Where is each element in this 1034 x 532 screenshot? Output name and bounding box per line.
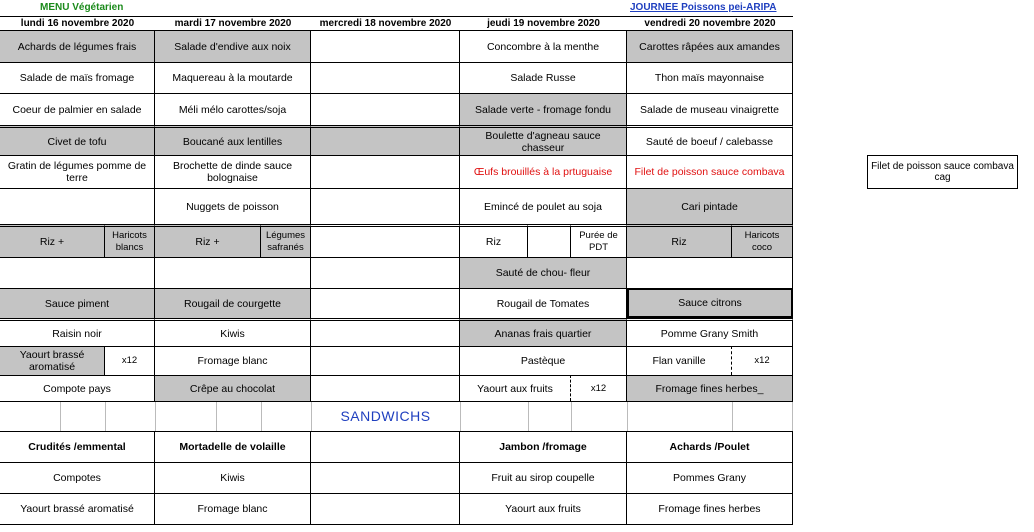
sandwich-dessert-cell: Fromage fines herbes <box>627 493 793 525</box>
legume-cell <box>311 257 460 288</box>
sandwich-side-cell <box>311 462 460 493</box>
entree-cell: Salade de maïs fromage <box>0 62 155 93</box>
sandwich-side-cell: Compotes <box>0 462 155 493</box>
fruit-cell: Raisin noir <box>0 318 155 346</box>
plat-cell <box>311 125 460 155</box>
sandwich-side-cell: Fruit au sirop coupelle <box>460 462 627 493</box>
side-cell: Haricots coco <box>732 224 793 257</box>
menu-title: MENU Végétarien <box>40 2 124 13</box>
plat-cell <box>311 188 460 224</box>
side-cell: Riz + <box>0 224 105 257</box>
sandwich-cell: Achards /Poulet <box>627 431 793 462</box>
sauce-cell <box>311 288 460 318</box>
sandwichs-title: SANDWICHS <box>340 408 431 424</box>
legume-cell <box>627 257 793 288</box>
dairy-cell <box>311 346 460 375</box>
legume-cell: Sauté de chou- fleur <box>460 257 627 288</box>
plat-cell: Boulette d'agneau sauce chasseur <box>460 125 627 155</box>
fruit-cell: Ananas frais quartier <box>460 318 627 346</box>
sandwich-side-cell: Pommes Grany <box>627 462 793 493</box>
dairy-count: x12 <box>105 346 155 375</box>
sandwich-dessert-cell: Fromage blanc <box>155 493 311 525</box>
plat-cell: Cari pintade <box>627 188 793 224</box>
entree-cell <box>311 30 460 62</box>
plat-cell: Emincé de poulet au soja <box>460 188 627 224</box>
side-cell: Purée de PDT <box>571 224 627 257</box>
dessert-count: x12 <box>571 375 627 401</box>
plat-cell: Boucané aux lentilles <box>155 125 311 155</box>
dessert-cell: Crêpe au chocolat <box>155 375 311 401</box>
sandwich-cell: Jambon /fromage <box>460 431 627 462</box>
entree-cell: Thon maïs mayonnaise <box>627 62 793 93</box>
day-friday: vendredi 20 novembre 2020 <box>644 18 776 29</box>
legume-cell <box>155 257 311 288</box>
sandwich-cell: Crudités /emmental <box>0 431 155 462</box>
plat-cell: Sauté de boeuf / calebasse <box>627 125 793 155</box>
entree-cell <box>311 62 460 93</box>
dairy-cell: Flan vanille <box>627 346 732 375</box>
legume-cell <box>0 257 155 288</box>
plat-cell: Gratin de légumes pomme de terre <box>0 155 155 188</box>
dairy-cell: Pastèque <box>460 346 627 375</box>
entree-cell: Méli mélo carottes/soja <box>155 93 311 125</box>
entree-cell: Salade Russe <box>460 62 627 93</box>
side-cell: Haricots blancs <box>105 224 155 257</box>
plat-cell: Œufs brouillés à la prtuguaise <box>460 155 627 188</box>
entree-cell: Maquereau à la moutarde <box>155 62 311 93</box>
plat-cell: Filet de poisson sauce combava <box>627 155 793 188</box>
fruit-cell: Kiwis <box>155 318 311 346</box>
entree-cell: Salade d'endive aux noix <box>155 30 311 62</box>
dessert-cell: Fromage fines herbes_ <box>627 375 793 401</box>
plat-cell <box>0 188 155 224</box>
side-cell: Riz <box>627 224 732 257</box>
fruit-cell <box>311 318 460 346</box>
dessert-cell <box>311 375 460 401</box>
side-note-box: Filet de poisson sauce combava cag <box>867 155 1018 189</box>
day-thursday: jeudi 19 novembre 2020 <box>487 18 600 29</box>
sandwich-dessert-cell: Yaourt brassé aromatisé <box>0 493 155 525</box>
day-header-row <box>0 16 793 31</box>
entree-cell: Salade verte - fromage fondu <box>460 93 627 125</box>
entree-cell: Achards de légumes frais <box>0 30 155 62</box>
side-cell: Légumes safranés <box>261 224 311 257</box>
sandwich-dessert-cell: Yaourt aux fruits <box>460 493 627 525</box>
dairy-cell: Yaourt brassé aromatisé <box>0 346 105 375</box>
fruit-cell: Pomme Grany Smith <box>627 318 793 346</box>
entree-cell: Coeur de palmier en salade <box>0 93 155 125</box>
dairy-count: x12 <box>732 346 793 375</box>
sauce-cell: Sauce piment <box>0 288 155 318</box>
dessert-cell: Compote pays <box>0 375 155 401</box>
dairy-cell: Fromage blanc <box>155 346 311 375</box>
sandwich-cell: Mortadelle de volaille <box>155 431 311 462</box>
side-cell: Riz <box>460 224 528 257</box>
sandwich-dessert-cell <box>311 493 460 525</box>
plat-cell: Brochette de dinde sauce bolognaise <box>155 155 311 188</box>
sauce-cell: Rougail de Tomates <box>460 288 627 318</box>
day-wednesday: mercredi 18 novembre 2020 <box>319 18 452 29</box>
plat-cell <box>311 155 460 188</box>
side-cell <box>311 224 460 257</box>
journee-title: JOURNEE Poissons pei-ARIPA <box>630 2 777 13</box>
menu-grid <box>0 30 793 525</box>
plat-cell: Civet de tofu <box>0 125 155 155</box>
plat-cell: Nuggets de poisson <box>155 188 311 224</box>
entree-cell: Concombre à la menthe <box>460 30 627 62</box>
dessert-cell: Yaourt aux fruits <box>460 375 571 401</box>
day-tuesday: mardi 17 novembre 2020 <box>174 18 292 29</box>
sandwich-cell <box>311 431 460 462</box>
side-cell <box>528 224 571 257</box>
entree-cell <box>311 93 460 125</box>
day-monday: lundi 16 novembre 2020 <box>20 18 135 29</box>
sauce-cell: Sauce citrons <box>627 288 793 318</box>
entree-cell: Carottes râpées aux amandes <box>627 30 793 62</box>
entree-cell: Salade de museau vinaigrette <box>627 93 793 125</box>
sauce-cell: Rougail de courgette <box>155 288 311 318</box>
sandwich-side-cell: Kiwis <box>155 462 311 493</box>
side-cell: Riz + <box>155 224 261 257</box>
